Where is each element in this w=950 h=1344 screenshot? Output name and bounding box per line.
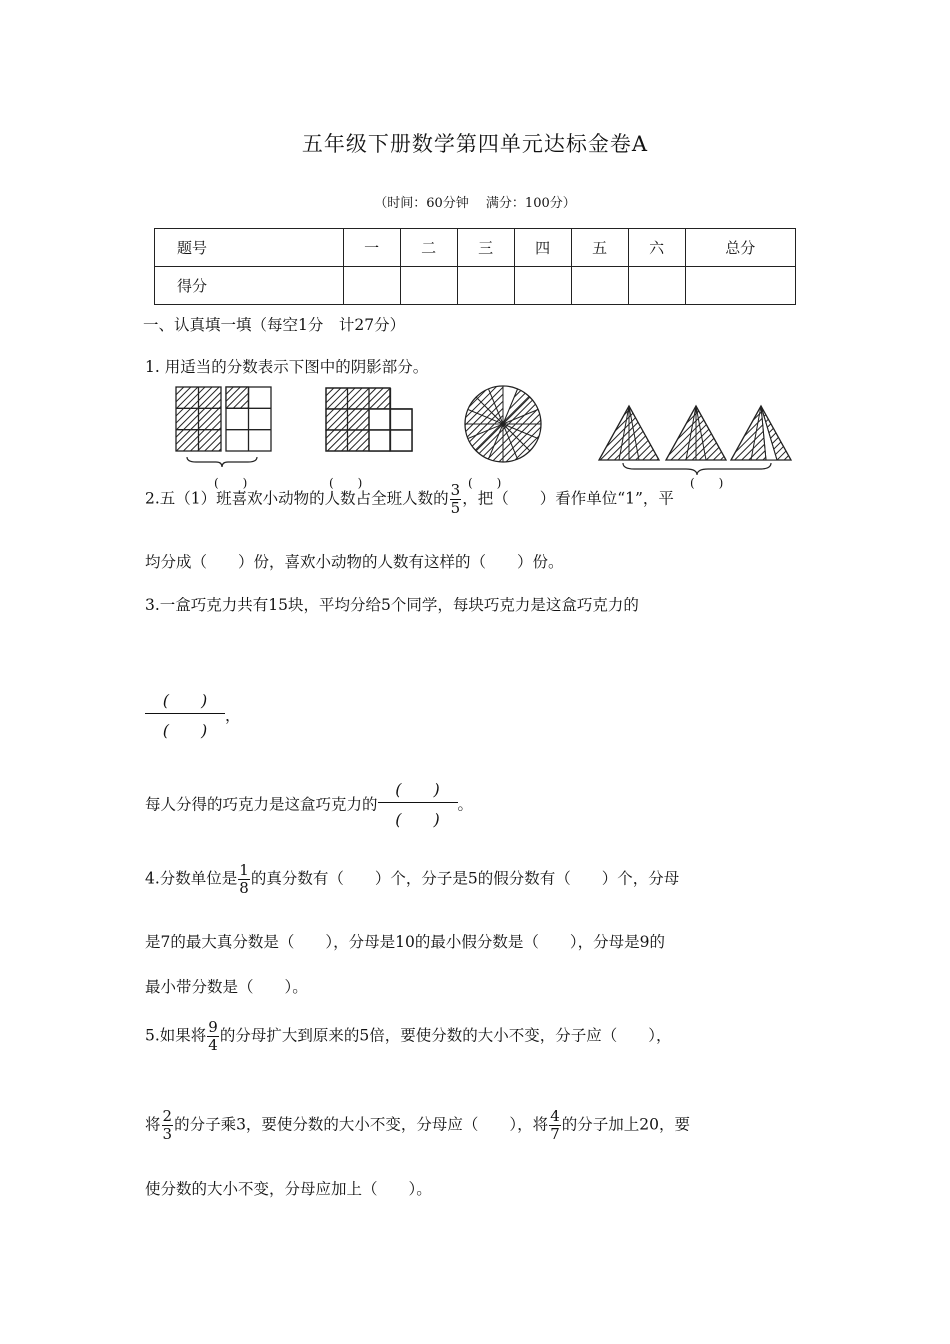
question-1-text: 1. 用适当的分数表示下图中的阴影部分。 [145,358,429,376]
exam-info: （时间：60分钟 满分：100分） [374,196,576,211]
figure-grids [176,387,271,457]
fraction-denominator: 5 [450,499,461,517]
header-cell: 四 [514,229,571,267]
figure-circle [463,384,543,464]
fraction-blank-denominator[interactable]: ( ) [395,810,440,829]
comma: ， [225,706,241,725]
question-2-line-1 [145,483,674,516]
row-label: 得分 [155,267,344,305]
header-cell: 六 [628,229,685,267]
answer-blank[interactable]: ( ) [690,476,724,490]
period: 。 [457,795,474,814]
fraction-blank-numerator[interactable]: ( ) [145,688,225,714]
fraction-denominator: 4 [208,1036,218,1054]
header-cell: 二 [400,229,457,267]
question-4-line-3: 最小带分数是（ ）。 [145,978,308,996]
header-cell: 一 [343,229,400,267]
answer-blank[interactable]: ( ) [468,476,502,490]
question-4-line-2: 是7的最大真分数是（ ），分母是10的最小假分数是（ ），分母是9的 [145,933,665,951]
question-5-line-3: 使分数的大小不变，分母应加上（ ）。 [145,1180,432,1198]
score-table [154,228,796,305]
answer-blank[interactable]: ( ) [329,476,363,490]
fraction [162,1109,174,1142]
fraction-numerator: 1 [239,861,249,879]
figure-triangles [599,404,795,462]
fraction-denominator: 3 [162,1125,173,1143]
fraction-denominator: 7 [550,1125,560,1143]
question-5-text: 的分母扩大到原来的5倍，要使分数的大小不变，分子应（ ）， [219,1026,672,1045]
score-cell[interactable] [628,267,685,305]
fraction-numerator: 3 [450,481,461,499]
fraction-blank-denominator[interactable]: ( ) [162,721,208,740]
score-cell[interactable] [685,267,795,305]
question-2-text: 2.五（1）班喜欢小动物的人数占全班人数的 [145,489,449,508]
question-2-line-2: 均分成（ ）份，喜欢小动物的人数有这样的（ ）份。 [145,553,564,571]
score-cell[interactable] [343,267,400,305]
score-table-score-row [155,267,796,305]
question-2-text: ，把（ ）看作单位“1”，平 [462,489,674,508]
fraction-blank[interactable] [145,688,225,741]
question-4-text: 4.分数单位是 [145,869,238,888]
section-heading: 一、认真填一填（每空1分 计27分） [143,316,406,334]
header-cell: 总分 [685,229,795,267]
question-3-line-2 [145,777,473,830]
answer-blank[interactable]: ( ) [214,476,248,490]
score-cell[interactable] [457,267,514,305]
question-5-text: 的分子加上20，要 [561,1115,690,1134]
question-5-line-2 [145,1109,690,1142]
question-3-line-1: 3.一盒巧克力共有15块，平均分给5个同学，每块巧克力是这盒巧克力的 [145,596,639,614]
fraction-denominator: 8 [239,879,249,897]
fraction-blank[interactable] [378,777,458,830]
question-5-line-1 [145,1020,671,1053]
question-4-text: 的真分数有（ ）个，分子是5的假分数有（ ）个，分母 [250,869,680,888]
fraction [450,483,462,516]
figure-step-grid [326,388,412,452]
question-4-line-1 [145,863,679,896]
question-5-text: 将 [145,1115,161,1134]
question-5-text: 5.如果将 [145,1026,207,1045]
fraction-numerator: 4 [550,1107,560,1125]
page-title: 五年级下册数学第四单元达标金卷A [301,132,649,156]
score-cell[interactable] [514,267,571,305]
header-cell: 三 [457,229,514,267]
fraction [238,863,250,896]
fraction [207,1020,219,1053]
fraction-numerator: 9 [208,1018,218,1036]
score-cell[interactable] [400,267,457,305]
score-table-header-row [155,229,796,267]
header-cell: 题号 [155,229,344,267]
fraction-numerator: 2 [162,1107,173,1125]
question-3-text: 每人分得的巧克力是这盒巧克力的 [145,795,378,814]
fraction-blank-numerator[interactable]: ( ) [378,777,458,803]
brace-icon [186,456,258,468]
question-5-text: 的分子乘3，要使分数的大小不变，分母应（ ），将 [174,1115,549,1134]
fraction [549,1109,561,1142]
score-cell[interactable] [571,267,628,305]
header-cell: 五 [571,229,628,267]
question-3-blank-1 [145,688,241,741]
